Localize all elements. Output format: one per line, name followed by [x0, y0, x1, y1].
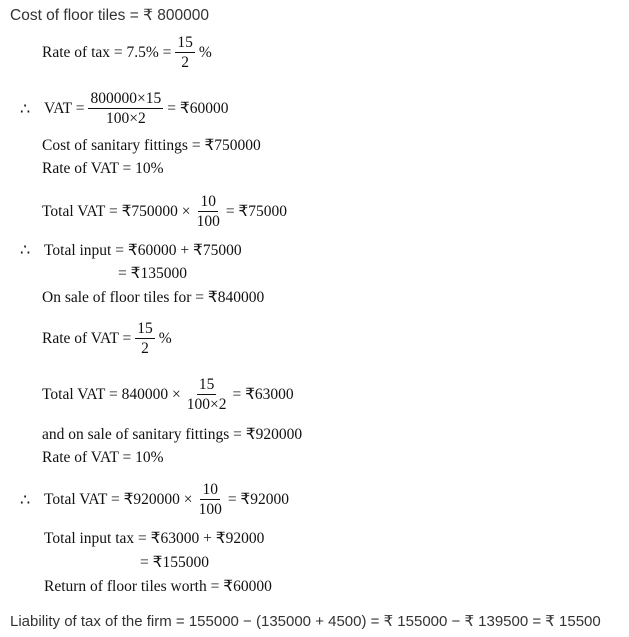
therefore-symbol: ∴: [20, 100, 31, 118]
line-total-input-tax-result: = ₹155000: [140, 554, 209, 571]
line-total-input-result: = ₹135000: [118, 265, 187, 282]
fraction-denominator: 100×2: [186, 396, 227, 413]
line-total-input: [20, 240, 242, 260]
line-total-vat-floor-sale: [42, 376, 294, 413]
total-vat-label: Total VAT = ₹920000 ×: [44, 491, 193, 508]
fraction-denominator: 100: [196, 213, 220, 230]
total-vat-result: = ₹92000: [227, 491, 290, 508]
fraction-denominator: 100×2: [105, 110, 146, 127]
fraction-numerator: 800000×15: [90, 90, 162, 107]
line-sale-sanitary-fittings: and on sale of sanitary fittings = ₹920000: [42, 426, 303, 443]
line-rate-of-vat-fraction: [42, 320, 172, 357]
rate-vat-label: Rate of VAT =: [42, 329, 132, 347]
line-total-vat-sanitary: [42, 193, 287, 230]
total-vat-label: Total VAT = ₹750000 ×: [42, 203, 191, 220]
fraction: [175, 34, 195, 71]
line-rate-of-vat: Rate of VAT = 10%: [42, 160, 164, 177]
fraction: [197, 481, 224, 518]
line-total-input-tax: Total input tax = ₹63000 + ₹92000: [44, 530, 265, 547]
fraction-numerator: 10: [200, 193, 216, 210]
fraction: [185, 376, 229, 413]
line-vat-floor-tiles: [20, 90, 228, 127]
fraction-denominator: 100: [198, 501, 222, 518]
line-sale-floor-tiles: On sale of floor tiles for = ₹840000: [42, 289, 265, 306]
line-cost-sanitary-fittings: Cost of sanitary fittings = ₹750000: [42, 137, 261, 154]
total-input-text: Total input = ₹60000 + ₹75000: [44, 241, 242, 259]
fraction-denominator: 2: [141, 340, 149, 357]
fraction: [88, 90, 163, 127]
therefore-symbol: ∴: [20, 242, 31, 259]
line-return-floor-tiles: Return of floor tiles worth = ₹60000: [44, 578, 272, 595]
therefore-symbol: ∴: [20, 491, 31, 509]
fraction-denominator: 2: [181, 54, 190, 71]
total-vat-result: = ₹63000: [232, 386, 294, 403]
fraction-numerator: 10: [202, 481, 218, 498]
line-rate-of-tax: [42, 34, 212, 71]
fraction: [135, 320, 155, 357]
fraction-numerator: 15: [198, 376, 215, 393]
vat-label: VAT =: [44, 99, 85, 117]
rate-tax-label: Rate of tax = 7.5% =: [42, 43, 172, 61]
percent-sign: %: [158, 329, 172, 347]
percent-sign: %: [198, 43, 212, 61]
line-cost-floor-tiles: Cost of floor tiles = ₹ 800000: [10, 7, 209, 24]
vat-result: = ₹60000: [167, 100, 229, 117]
line-rate-of-vat-2: Rate of VAT = 10%: [42, 449, 164, 466]
line-total-vat-sanitary-sale: [20, 481, 289, 518]
total-vat-label: Total VAT = 840000 ×: [42, 385, 181, 403]
total-vat-result: = ₹75000: [225, 203, 288, 220]
line-liability-of-tax: Liability of tax of the firm = 155000 − (135000 + 4500) = ₹ 155000 − ₹ 139500 = ₹ 15500: [10, 613, 601, 630]
fraction: [195, 193, 222, 230]
fraction-numerator: 15: [137, 320, 153, 337]
fraction-numerator: 15: [177, 34, 193, 51]
